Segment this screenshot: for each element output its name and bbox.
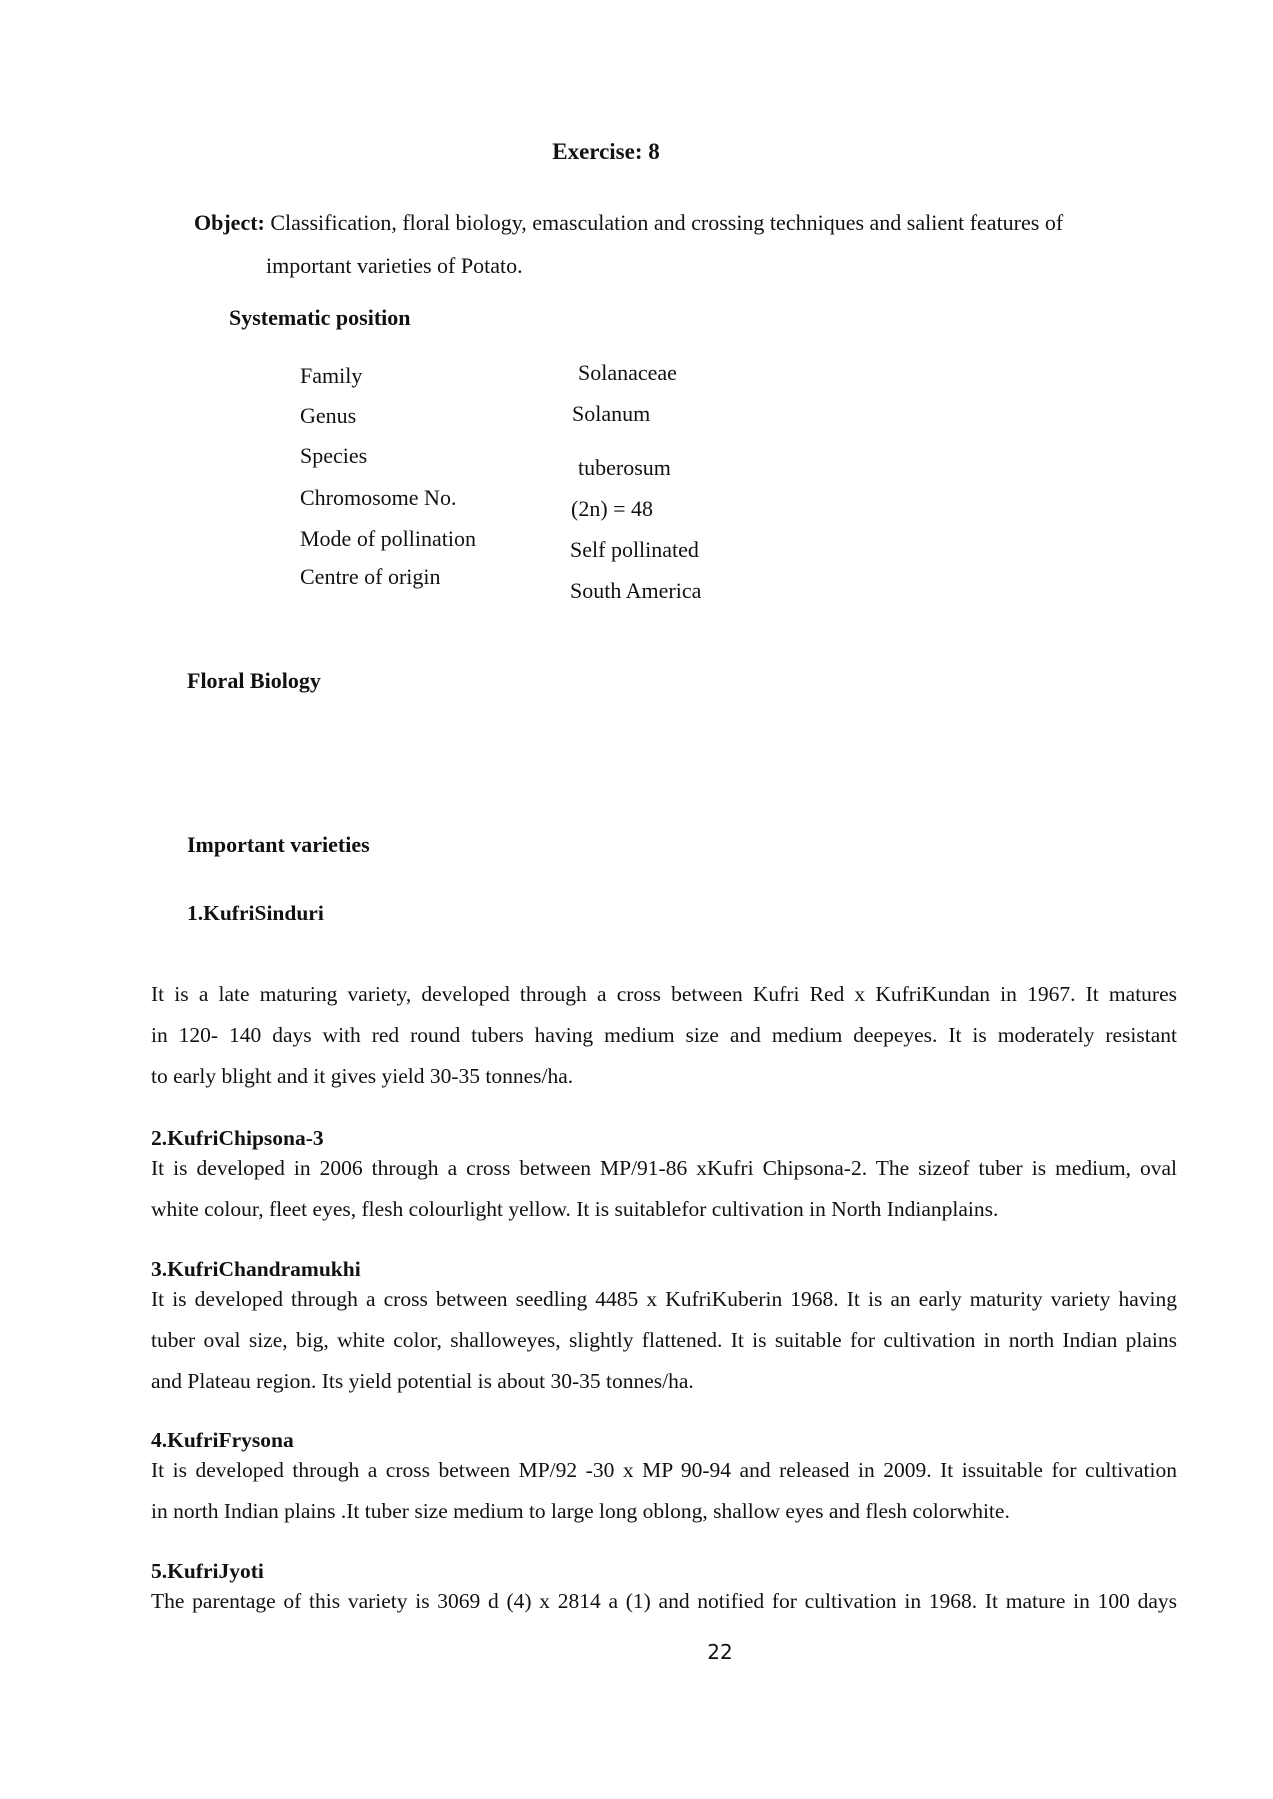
paragraph-line: in 120- 140 days with red round tubers having medium size and medium deepeyes. It is moderately resistant [151, 1023, 1177, 1047]
object-label: Object: [194, 210, 265, 235]
variety-paragraph [151, 1450, 1177, 1532]
sys-value-origin: South America [570, 578, 702, 603]
paragraph-line: white colour, fleet eyes, flesh colourlight yellow. It is suitablefor cultivation in North Indianplains. [151, 1197, 999, 1221]
paragraph-line: It is developed through a cross between seedling 4485 x KufriKuberin 1968. It is an early maturity variety having [151, 1287, 1177, 1311]
floral-biology-heading: Floral Biology [187, 668, 321, 693]
variety-paragraph [151, 974, 1177, 1097]
important-varieties-heading: Important varieties [187, 832, 370, 857]
exercise-title: Exercise: 8 [552, 139, 660, 164]
sys-value-chromosome: (2n) = 48 [571, 496, 654, 521]
paragraph-line: and Plateau region. Its yield potential is about 30-35 tonnes/ha. [151, 1369, 694, 1393]
sys-value-genus: Solanum [572, 401, 651, 426]
variety-paragraph [151, 1581, 1177, 1622]
paragraph-line: The parentage of this variety is 3069 d (4) x 2814 a (1) and notified for cultivation in 1968. It mature in 100 days [151, 1589, 1177, 1613]
object-line-2: important varieties of Potato. [266, 253, 523, 278]
systematic-heading: Systematic position [229, 305, 411, 330]
sys-label-chromosome: Chromosome No. [300, 485, 457, 510]
paragraph-line: in north Indian plains .It tuber size medium to large long oblong, shallow eyes and flesh colorwhite. [151, 1499, 1010, 1523]
object-text-1: Classification, floral biology, emasculation and crossing techniques and salient features of [270, 210, 1064, 235]
paragraph-line: It is developed through a cross between MP/92 -30 x MP 90-94 and released in 2009. It issuitable for cultivation [151, 1458, 1177, 1482]
variety-paragraph [151, 1148, 1177, 1230]
sys-value-pollination: Self pollinated [570, 537, 699, 562]
sys-label-origin: Centre of origin [300, 564, 441, 589]
page-number: 22 [707, 1640, 733, 1664]
variety-title: 2.KufriChipsona-3 [151, 1126, 324, 1150]
paragraph-line: It is a late maturing variety, developed through a cross between Kufri Red x KufriKundan in 1967. It matures [151, 982, 1177, 1006]
paragraph-line: tuber oval size, big, white color, shalloweyes, slightly flattened. It is suitable for cultivation in north Indian plains [151, 1328, 1177, 1352]
sys-label-species: Species [300, 443, 368, 468]
variety-title: 4.KufriFrysona [151, 1428, 294, 1452]
variety-paragraph [151, 1279, 1177, 1402]
object-line-1 [194, 210, 1063, 236]
paragraph-line: It is developed in 2006 through a cross between MP/91-86 xKufri Chipsona-2. The sizeof tuber is medium, oval [151, 1156, 1177, 1180]
sys-label-family: Family [300, 363, 363, 388]
variety-title: 3.KufriChandramukhi [151, 1257, 361, 1281]
sys-label-pollination: Mode of pollination [300, 526, 476, 551]
sys-label-genus: Genus [300, 403, 357, 428]
variety-title: 1.KufriSinduri [187, 901, 324, 925]
paragraph-line: to early blight and it gives yield 30-35 tonnes/ha. [151, 1064, 574, 1088]
sys-value-family: Solanaceae [578, 360, 677, 385]
variety-title: 5.KufriJyoti [151, 1559, 264, 1583]
sys-value-species: tuberosum [578, 455, 671, 480]
